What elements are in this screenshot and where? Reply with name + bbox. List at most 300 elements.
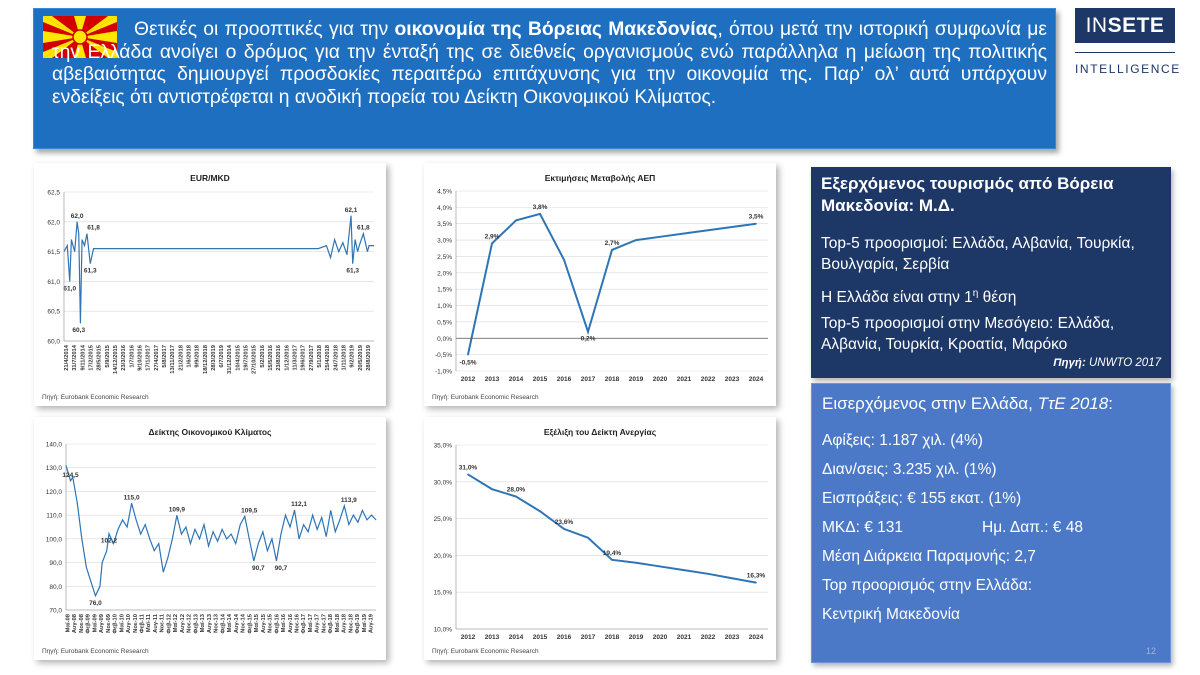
data-point bbox=[181, 534, 182, 535]
x-tick-label: Νοε-09 bbox=[105, 614, 112, 633]
data-label: 0,2% bbox=[580, 335, 596, 343]
data-point bbox=[129, 248, 130, 249]
x-tick-label: 27/9/2017 bbox=[308, 345, 315, 371]
data-point bbox=[172, 538, 173, 539]
x-tick-label: 2017 bbox=[580, 376, 596, 383]
data-point bbox=[357, 251, 358, 252]
y-tick-label: 4,0% bbox=[437, 204, 452, 212]
data-label: 3,5% bbox=[748, 213, 764, 221]
arrivals: Αφίξεις: 1.187 χιλ. (4%) bbox=[822, 432, 983, 449]
data-point bbox=[77, 221, 78, 222]
y-tick-label: 1,0% bbox=[437, 303, 452, 311]
data-point bbox=[236, 248, 237, 249]
data-point bbox=[231, 534, 232, 535]
data-point bbox=[244, 516, 245, 517]
data-point bbox=[258, 543, 259, 544]
x-tick-label: 15/4/2018 bbox=[325, 345, 332, 371]
data-label: 113,9 bbox=[340, 496, 357, 504]
x-tick-label: Νοε-15 bbox=[267, 614, 274, 633]
y-tick-label: 30,0% bbox=[433, 479, 452, 487]
data-point bbox=[113, 248, 114, 249]
x-tick-label: Φεβ-10 bbox=[112, 614, 119, 634]
gdp-chart-card bbox=[424, 163, 776, 406]
data-point bbox=[122, 519, 123, 520]
x-tick-label: 2013 bbox=[484, 376, 500, 383]
x-tick-label: 9/10/2016 bbox=[137, 345, 144, 371]
chart-source: Πηγή: Eurobank Economic Research bbox=[432, 394, 539, 401]
x-tick-label: 9/11/2014 bbox=[80, 345, 87, 371]
data-point bbox=[659, 236, 661, 238]
eurmkd-chart bbox=[34, 163, 386, 406]
data-point bbox=[321, 517, 322, 518]
y-tick-label: 100,0 bbox=[45, 536, 62, 544]
x-tick-label: Φεβ-15 bbox=[247, 614, 254, 634]
data-point bbox=[272, 538, 273, 539]
data-point bbox=[338, 251, 339, 252]
x-tick-label: 2020 bbox=[652, 634, 668, 641]
x-tick-label: 28/8/2019 bbox=[365, 345, 372, 371]
data-point bbox=[217, 541, 218, 542]
data-point bbox=[240, 524, 241, 525]
daily-spend: Ημ. Δαπ.: € 48 bbox=[982, 519, 1083, 536]
x-tick-label: Αυγ-13 bbox=[206, 614, 213, 634]
data-point bbox=[154, 550, 155, 551]
data-point bbox=[98, 248, 99, 249]
x-tick-label: Αυγ-17 bbox=[314, 614, 321, 634]
data-label: 90,7 bbox=[274, 564, 288, 572]
data-point bbox=[131, 503, 132, 504]
y-tick-label: -1,0% bbox=[435, 368, 452, 376]
data-point bbox=[199, 538, 200, 539]
x-tick-label: Αυγ-19 bbox=[368, 614, 375, 634]
x-tick-label: Μαϊ-18 bbox=[334, 614, 341, 633]
data-point bbox=[285, 248, 286, 249]
data-label: 16,3% bbox=[746, 572, 766, 580]
data-point bbox=[74, 251, 75, 252]
x-tick-label: Φεβ-19 bbox=[355, 614, 362, 634]
x-tick-label: 15/5/2016 bbox=[268, 345, 275, 371]
y-tick-label: 25,0% bbox=[433, 516, 452, 524]
y-tick-label: 3,0% bbox=[437, 237, 452, 245]
data-point bbox=[755, 582, 757, 584]
data-point bbox=[121, 248, 122, 249]
x-tick-label: 2024 bbox=[748, 634, 764, 641]
data-point bbox=[118, 529, 119, 530]
x-tick-label: Νοε-08 bbox=[78, 614, 85, 633]
data-point bbox=[213, 531, 214, 532]
data-point bbox=[371, 515, 372, 516]
x-tick-label: 5/1/2018 bbox=[316, 345, 323, 368]
y-tick-label: 3,5% bbox=[437, 221, 452, 229]
x-tick-label: 19/6/2017 bbox=[300, 345, 307, 371]
x-tick-label: Νοε-14 bbox=[240, 614, 247, 633]
data-point bbox=[491, 243, 493, 245]
x-tick-label: Νοε-17 bbox=[321, 614, 328, 633]
x-tick-label: 31/12/2014 bbox=[227, 345, 234, 375]
data-point bbox=[563, 528, 565, 530]
data-point bbox=[93, 248, 94, 249]
x-tick-label: Αυγ-18 bbox=[341, 614, 348, 634]
data-point bbox=[195, 248, 196, 249]
x-tick-label: Αυγ-11 bbox=[152, 614, 159, 633]
data-point bbox=[276, 561, 277, 562]
data-point bbox=[222, 529, 223, 530]
y-tick-label: 15,0% bbox=[433, 589, 452, 597]
panel-source: Πηγή: UNWTO 2017 bbox=[1053, 357, 1161, 369]
spend-per-trip: ΜΚΔ: € 131 bbox=[822, 519, 904, 536]
data-point bbox=[102, 562, 103, 563]
chart-source: Πηγή: Eurobank Economic Research bbox=[42, 648, 149, 655]
data-point bbox=[195, 529, 196, 530]
y-tick-label: 4,5% bbox=[437, 188, 452, 196]
data-point bbox=[167, 557, 168, 558]
data-point bbox=[90, 263, 91, 264]
data-label: 2,9% bbox=[484, 233, 500, 241]
x-tick-label: Φεβ-13 bbox=[193, 614, 200, 634]
data-point bbox=[330, 510, 331, 511]
x-tick-label: Μαϊ-12 bbox=[173, 614, 180, 633]
data-point bbox=[293, 248, 294, 249]
x-tick-label: 2021 bbox=[676, 376, 692, 383]
data-point bbox=[299, 538, 300, 539]
data-point bbox=[90, 581, 91, 582]
y-tick-label: 110,0 bbox=[46, 512, 62, 520]
data-label: 61,0 bbox=[63, 285, 77, 293]
unemployment-chart bbox=[424, 417, 776, 660]
x-tick-label: 14/12/2015 bbox=[113, 345, 120, 375]
data-point bbox=[339, 519, 340, 520]
data-point bbox=[312, 515, 313, 516]
data-point bbox=[362, 510, 363, 511]
x-tick-label: Μαϊ-16 bbox=[281, 614, 288, 633]
x-tick-label: 2017 bbox=[580, 634, 596, 641]
data-point bbox=[635, 239, 637, 241]
x-tick-label: 2014 bbox=[508, 634, 524, 641]
x-tick-label: 9/2/2019 bbox=[349, 345, 356, 368]
data-point bbox=[539, 213, 541, 215]
x-tick-label: 23/3/2016 bbox=[121, 345, 128, 371]
data-point bbox=[515, 220, 517, 222]
y-tick-label: 90,0 bbox=[49, 560, 62, 568]
x-tick-label: 2013 bbox=[484, 634, 500, 641]
y-tick-label: 140,0 bbox=[45, 441, 62, 449]
data-point bbox=[70, 480, 71, 481]
x-tick-label: 23/8/2016 bbox=[276, 345, 283, 371]
data-label: 31,0% bbox=[458, 464, 478, 472]
data-point bbox=[351, 215, 352, 216]
data-point bbox=[285, 515, 286, 516]
data-point bbox=[253, 561, 254, 562]
x-tick-label: 2022 bbox=[700, 376, 716, 383]
insete-logo: INSETE INTELLIGENCE bbox=[1075, 8, 1175, 80]
data-point bbox=[203, 248, 204, 249]
x-tick-label: 2018 bbox=[604, 634, 620, 641]
data-point bbox=[146, 248, 147, 249]
data-point bbox=[707, 573, 709, 575]
x-tick-label: Μαϊ-19 bbox=[361, 614, 368, 633]
data-point bbox=[587, 331, 589, 333]
x-tick-label: Νοε-10 bbox=[132, 614, 139, 633]
y-tick-label: 62,5 bbox=[47, 189, 60, 197]
x-tick-label: Φεβ-17 bbox=[301, 614, 308, 634]
x-tick-label: Νοε-18 bbox=[348, 614, 355, 633]
data-point bbox=[84, 245, 85, 246]
data-label: 2,7% bbox=[604, 239, 620, 247]
data-point bbox=[80, 323, 81, 324]
x-tick-label: 31/7/2014 bbox=[72, 345, 79, 371]
data-label: 76,0 bbox=[89, 599, 102, 607]
data-point bbox=[235, 543, 236, 544]
x-tick-label: 2020 bbox=[652, 376, 668, 383]
x-tick-label: Νοε-13 bbox=[213, 614, 220, 633]
chart-title: EUR/MKD bbox=[190, 173, 230, 183]
data-point bbox=[326, 536, 327, 537]
data-point bbox=[330, 257, 331, 258]
x-tick-label: 17/1/2017 bbox=[145, 345, 152, 371]
headline-bold: οικονομία της Βόρειας Μακεδονίας bbox=[394, 19, 718, 40]
top-destination: Κεντρική Μακεδονία bbox=[822, 606, 960, 623]
x-tick-label: Μαϊ-11 bbox=[146, 614, 153, 633]
data-point bbox=[211, 248, 212, 249]
data-point bbox=[269, 248, 270, 249]
x-tick-label: 1/11/2018 bbox=[341, 345, 348, 371]
data-point bbox=[105, 248, 106, 249]
y-tick-label: 1,5% bbox=[437, 286, 452, 294]
data-point bbox=[106, 550, 107, 551]
data-point bbox=[77, 503, 78, 504]
y-tick-label: 80,0 bbox=[49, 583, 62, 591]
esi-chart-card bbox=[34, 417, 386, 660]
x-tick-label: Φεβ-14 bbox=[220, 614, 227, 634]
x-tick-label: Νοε-16 bbox=[294, 614, 301, 633]
data-point bbox=[731, 577, 733, 579]
data-label: 60,3 bbox=[72, 327, 86, 335]
data-point bbox=[635, 562, 637, 564]
y-tick-label: 130,0 bbox=[45, 465, 62, 473]
y-tick-label: 0,5% bbox=[437, 319, 452, 327]
x-tick-label: 2023 bbox=[724, 376, 740, 383]
chart-title: Εκτιμήσεις Μεταβολής ΑΕΠ bbox=[544, 173, 656, 183]
data-point bbox=[301, 248, 302, 249]
x-tick-label: 1/7/2016 bbox=[129, 345, 136, 368]
panel-title: Εισερχόμενος στην Ελλάδα, ΤτΕ 2018: bbox=[822, 394, 1113, 413]
data-point bbox=[178, 248, 179, 249]
data-point bbox=[95, 595, 96, 596]
data-point bbox=[87, 233, 88, 234]
x-tick-label: 27/10/2015 bbox=[251, 345, 258, 375]
chart-source: Πηγή: Eurobank Economic Research bbox=[42, 394, 149, 401]
data-point bbox=[67, 245, 68, 246]
data-point bbox=[755, 223, 757, 225]
y-tick-label: 70,0 bbox=[49, 607, 62, 615]
data-point bbox=[186, 527, 187, 528]
overnight-stays: Διαν/σεις: 3.235 χιλ. (1%) bbox=[822, 461, 997, 478]
data-point bbox=[310, 248, 311, 249]
eurmkd-chart-card bbox=[34, 163, 386, 406]
x-tick-label: 19/7/2015 bbox=[243, 345, 250, 371]
data-label: 115,0 bbox=[123, 494, 140, 502]
data-point bbox=[136, 519, 137, 520]
x-tick-label: 1/6/2018 bbox=[186, 345, 193, 368]
data-point bbox=[369, 245, 370, 246]
data-point bbox=[352, 263, 353, 264]
data-point bbox=[163, 572, 164, 573]
x-tick-label: Αυγ-14 bbox=[233, 614, 240, 634]
data-point bbox=[371, 245, 372, 246]
data-point bbox=[355, 239, 356, 240]
x-tick-label: 20/5/2019 bbox=[357, 345, 364, 371]
y-tick-label: 61,0 bbox=[47, 278, 60, 286]
y-tick-label: 2,0% bbox=[437, 270, 452, 278]
data-point bbox=[158, 543, 159, 544]
data-label: 102,2 bbox=[100, 537, 118, 545]
data-label: 109,9 bbox=[168, 506, 186, 514]
x-tick-label: 2014 bbox=[508, 376, 524, 383]
x-tick-label: Αυγ-09 bbox=[99, 614, 106, 634]
data-point bbox=[353, 515, 354, 516]
x-tick-label: 18/12/2018 bbox=[202, 345, 209, 375]
x-tick-label: 2016 bbox=[556, 634, 572, 641]
data-point bbox=[563, 259, 565, 261]
x-tick-label: 9/9/2018 bbox=[194, 345, 201, 368]
x-tick-label: Αυγ-15 bbox=[260, 614, 267, 634]
chart-title: Εξέλιξη του Δείκτη Ανεργίας bbox=[543, 427, 657, 437]
gdp-chart bbox=[424, 163, 776, 406]
x-tick-label: 28/3/2019 bbox=[210, 345, 217, 371]
series-line bbox=[66, 465, 376, 595]
headline-banner bbox=[33, 8, 1056, 149]
x-tick-label: Αυγ-12 bbox=[179, 614, 186, 634]
data-point bbox=[342, 242, 343, 243]
data-point bbox=[78, 233, 79, 234]
data-label: 62,1 bbox=[344, 206, 358, 214]
data-point bbox=[69, 281, 70, 282]
x-tick-label: 2019 bbox=[628, 634, 644, 641]
data-point bbox=[294, 510, 295, 511]
mediterranean-destinations: Top-5 προορισμοί στην Μεσόγειο: Ελλάδα, Αλβανία, Τουρκία, Κροατία, Μαρόκο bbox=[821, 315, 1115, 353]
data-label: 61,8 bbox=[87, 224, 100, 232]
data-point bbox=[226, 538, 227, 539]
data-point bbox=[71, 239, 72, 240]
x-tick-label: 2019 bbox=[628, 376, 644, 383]
data-label: 112,1 bbox=[291, 501, 308, 509]
y-tick-label: 60,5 bbox=[47, 308, 60, 316]
chart-source: Πηγή: Eurobank Economic Research bbox=[432, 648, 539, 655]
data-point bbox=[515, 496, 517, 498]
x-tick-label: Μαϊ-09 bbox=[92, 614, 99, 633]
x-tick-label: 2022 bbox=[700, 634, 716, 641]
data-point bbox=[170, 248, 171, 249]
data-point bbox=[347, 254, 348, 255]
x-tick-label: 2023 bbox=[724, 634, 740, 641]
data-point bbox=[587, 537, 589, 539]
x-tick-label: 6/7/2019 bbox=[219, 345, 226, 368]
data-label: 109,5 bbox=[241, 507, 258, 515]
x-tick-label: 17/2/2015 bbox=[88, 345, 95, 371]
data-point bbox=[611, 249, 613, 251]
x-tick-label: Αυγ-10 bbox=[126, 614, 133, 634]
data-point bbox=[82, 239, 83, 240]
x-tick-label: 2016 bbox=[556, 376, 572, 383]
data-point bbox=[86, 567, 87, 568]
data-point bbox=[611, 559, 613, 561]
x-tick-label: 2012 bbox=[460, 634, 476, 641]
data-point bbox=[219, 248, 220, 249]
series-line bbox=[468, 214, 756, 355]
data-point bbox=[683, 569, 685, 571]
x-tick-label: 2015 bbox=[532, 376, 548, 383]
y-tick-label: 0,0% bbox=[437, 335, 452, 343]
x-tick-label: 2012 bbox=[460, 376, 476, 383]
x-tick-label: Μαϊ-08 bbox=[65, 614, 72, 633]
y-tick-label: 60,0 bbox=[47, 338, 60, 346]
x-tick-label: 21/2/2018 bbox=[178, 345, 185, 371]
data-label: 61,3 bbox=[346, 267, 360, 275]
data-point bbox=[145, 524, 146, 525]
data-point bbox=[228, 248, 229, 249]
data-point bbox=[290, 527, 291, 528]
data-point bbox=[334, 239, 335, 240]
data-label: 62,0 bbox=[70, 212, 84, 220]
data-point bbox=[335, 531, 336, 532]
x-tick-label: 10/4/2015 bbox=[235, 345, 242, 371]
data-point bbox=[467, 354, 469, 356]
outbound-tourism-panel bbox=[811, 167, 1171, 378]
data-point bbox=[539, 510, 541, 512]
x-tick-label: 5/9/2015 bbox=[104, 345, 111, 368]
data-label: 19,4% bbox=[602, 549, 622, 557]
data-point bbox=[308, 531, 309, 532]
data-point bbox=[348, 524, 349, 525]
x-tick-label: 2018 bbox=[604, 376, 620, 383]
data-label: 61,8 bbox=[357, 224, 370, 232]
data-point bbox=[137, 248, 138, 249]
data-label: 90,7 bbox=[252, 564, 265, 572]
x-tick-label: 2021 bbox=[676, 634, 692, 641]
chart-title: Δείκτης Οικονομικού Κλίματος bbox=[148, 427, 272, 437]
x-tick-label: 2015 bbox=[532, 634, 548, 641]
series-line bbox=[64, 216, 374, 323]
top5-destinations: Top-5 προορισμοί: Ελλάδα, Αλβανία, Τουρκία, Βουλγαρία, Σερβία bbox=[821, 235, 1135, 273]
panel-title: Εξερχόμενος τουρισμός από Βόρεια Μακεδονία: Μ.Δ. bbox=[821, 174, 1114, 215]
data-point bbox=[109, 533, 110, 534]
x-tick-label: 24/7/2018 bbox=[333, 345, 340, 371]
data-point bbox=[176, 515, 177, 516]
data-point bbox=[208, 546, 209, 547]
data-point bbox=[374, 245, 375, 246]
y-tick-label: -0,5% bbox=[435, 352, 452, 360]
x-tick-label: Νοε-11 bbox=[159, 614, 166, 633]
data-point bbox=[731, 226, 733, 228]
greece-rank: Η Ελλάδα είναι στην $1^\eta$ θέση bbox=[821, 288, 1017, 307]
data-point bbox=[363, 233, 364, 234]
data-point bbox=[317, 529, 318, 530]
receipts: Εισπράξεις: € 155 εκατ. (1%) bbox=[822, 490, 1022, 507]
data-point bbox=[244, 248, 245, 249]
data-point bbox=[683, 233, 685, 235]
x-tick-label: 21/4/2014 bbox=[64, 345, 71, 371]
data-point bbox=[357, 522, 358, 523]
data-point bbox=[81, 538, 82, 539]
data-point bbox=[140, 534, 141, 535]
data-point bbox=[367, 251, 368, 252]
x-tick-label: Μαϊ-13 bbox=[200, 614, 207, 633]
y-tick-label: 10,0% bbox=[433, 626, 452, 634]
headline-text: Θετικές οι προοπτικές για την οικονομία της Βόρειας Μακεδονίας, όπου μετά την ιστορική συμφωνία με την Ελλάδα ανοίγει ο δρόμος για την ένταξή της σε διεθνείς οργανισμούς ενώ παράλληλα η μείωση της πολιτικής αβεβαιότητας δημιουργεί προσδοκίες περαιτέρω επιτάχυνσης για την οικονομία της. Παρ’ ολ’ αυτά υπάρχουν ενδείξεις ότι αντιστρέφεται η ανοδική πορεία του Δείκτη Οικονομικού Κλίματος. bbox=[52, 19, 1047, 108]
x-tick-label: Μαϊ-17 bbox=[307, 614, 314, 633]
top-destination-label: Top προορισμός στην Ελλάδα: bbox=[822, 577, 1033, 594]
x-tick-label: Μαϊ-14 bbox=[227, 614, 234, 633]
